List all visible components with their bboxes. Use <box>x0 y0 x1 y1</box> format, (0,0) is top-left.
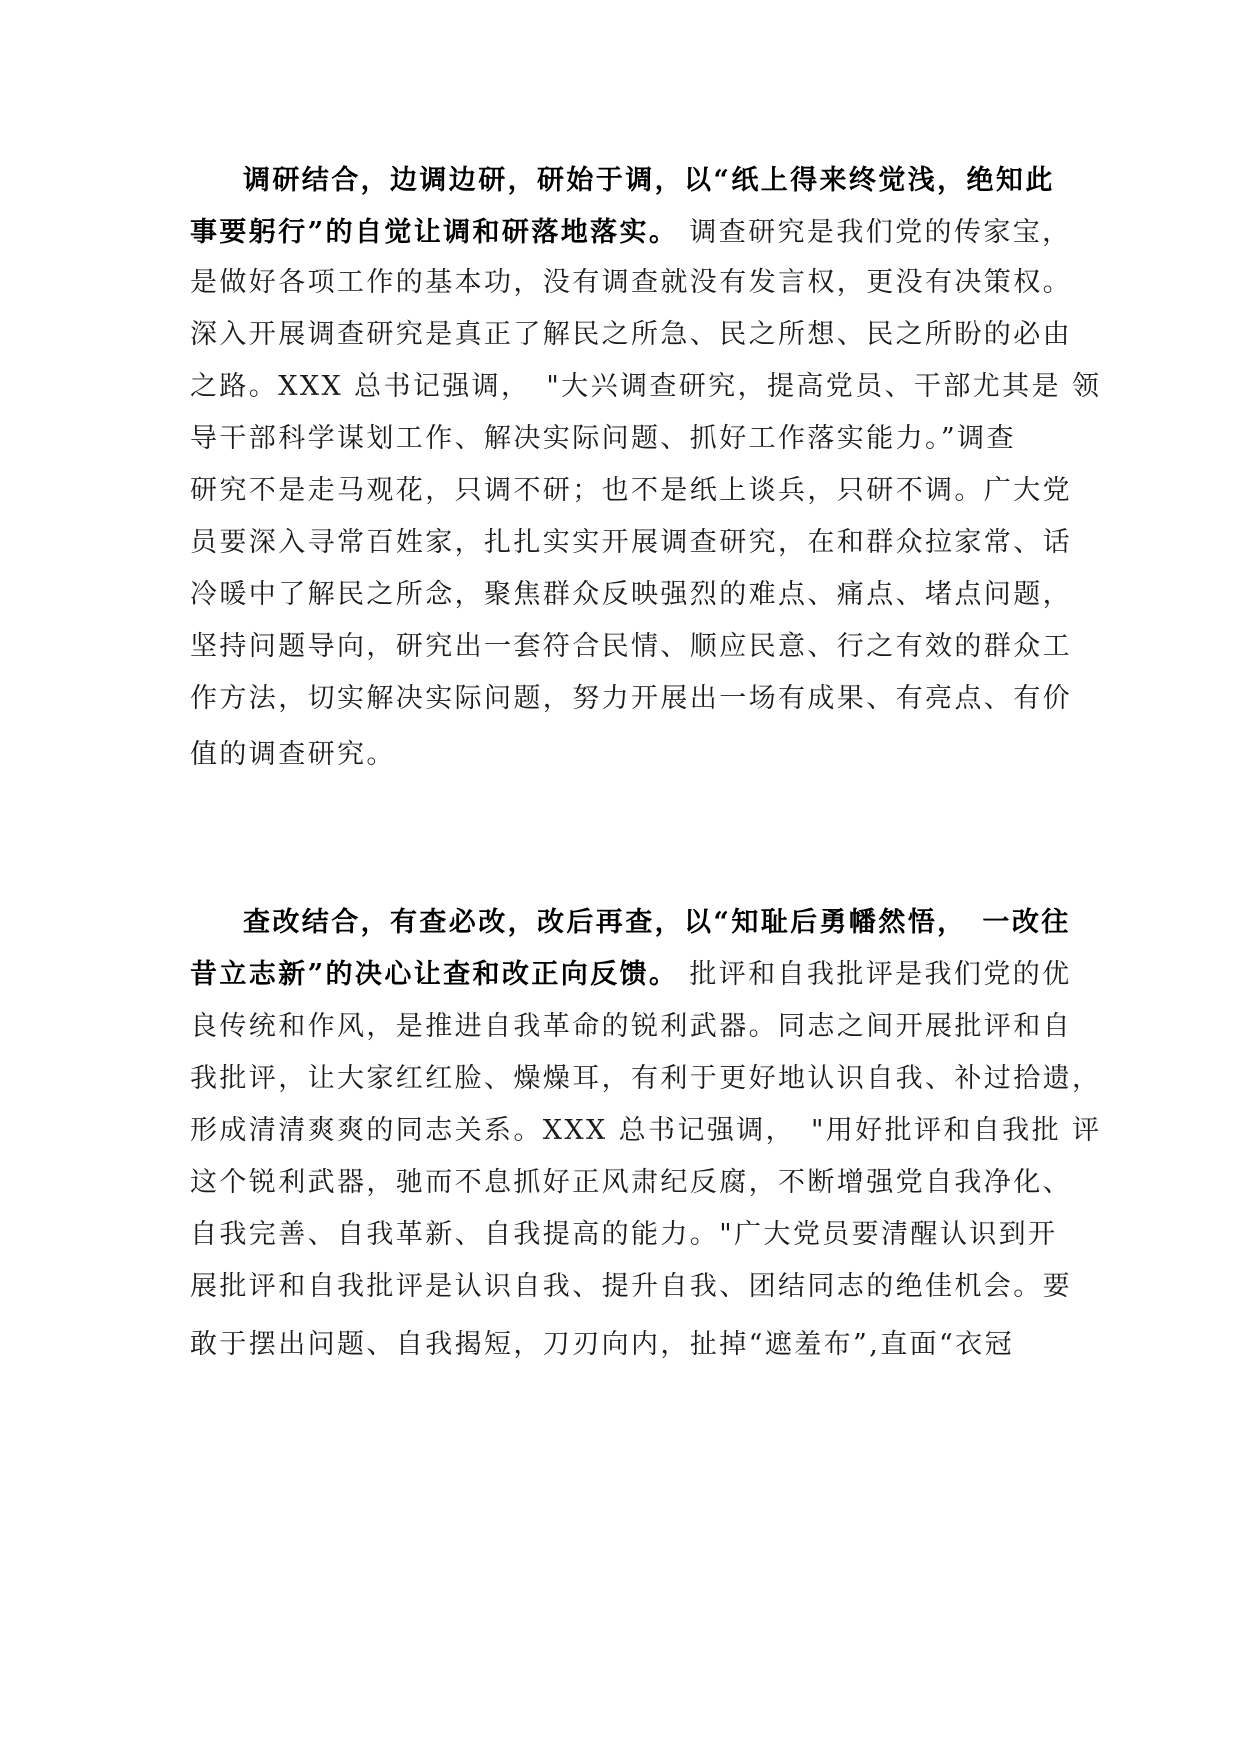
paragraph-2-line-5: 形成清清爽爽的同志关系。XXX 总书记强调， "用好批评和自我批 评 <box>190 1115 1102 1146</box>
paragraph-1-heading-line-2: 事要躬行”的自觉让调和研落地落实。 <box>190 217 679 248</box>
paragraph-1-heading-line-1: 调研结合，边调边研，研始于调，以“纸上得来终觉浅，绝知此 <box>243 165 1055 196</box>
paragraph-2-line-8: 展批评和自我批评是认识自我、提升自我、团结同志的绝佳机会。要 <box>190 1271 1072 1302</box>
paragraph-2-heading-line-1: 查改结合，有查必改，改后再查，以“知耻后勇幡然悟， 一改往 <box>243 907 1071 938</box>
paragraph-1-line-2 <box>190 216 1072 250</box>
paragraph-2-line-2 <box>190 958 1072 992</box>
paragraph-1-line-3: 是做好各项工作的基本功，没有调查就没有发言权，更没有决策权。 <box>190 267 1072 298</box>
paragraph-1-line-4: 深入开展调查研究是真正了解民之所急、民之所想、民之所盼的必由 <box>190 319 1072 350</box>
paragraph-1-line-7: 研究不是走马观花，只调不研；也不是纸上谈兵，只研不调。广大党 <box>190 475 1072 506</box>
paragraph-1-line-10: 坚持问题导向，研究出一套符合民情、顺应民意、行之有效的群众工 <box>190 631 1072 662</box>
paragraph-1-line-9: 冷暖中了解民之所念，聚焦群众反映强烈的难点、痛点、堵点问题， <box>190 579 1072 610</box>
paragraph-2-line-7: 自我完善、自我革新、自我提高的能力。"广大党员要清醒认识到开 <box>190 1219 1058 1250</box>
paragraph-1-line-8: 员要深入寻常百姓家，扎扎实实开展调查研究，在和群众拉家常、话 <box>190 527 1072 558</box>
paragraph-2-line-3: 良传统和作风，是推进自我革命的锐利武器。同志之间开展批评和自 <box>190 1011 1072 1042</box>
paragraph-2-heading-line-2: 昔立志新”的决心让查和改正向反馈。 <box>190 959 679 990</box>
paragraph-2-body-start: 批评和自我批评是我们党的优 <box>678 959 1072 990</box>
paragraph-1-line-5: 之路。XXX 总书记强调， "大兴调查研究，提高党员、干部尤其是 领 <box>190 371 1102 402</box>
paragraph-2-line-6: 这个锐利武器，驰而不息抓好正风肃纪反腐，不断增强党自我净化、 <box>190 1167 1072 1198</box>
paragraph-2-line-4: 我批评，让大家红红脸、燥燥耳，有利于更好地认识自我、补过拾遗， <box>190 1063 1102 1094</box>
paragraph-1-line-11: 作方法，切实解决实际问题，努力开展出一场有成果、有亮点、有价 <box>190 683 1072 714</box>
paragraph-1-line-6: 导干部科学谋划工作、解决实际问题、抓好工作落实能力。”调查 <box>190 423 1016 454</box>
paragraph-2-line-9: 敢于摆出问题、自我揭短，刀刃向内，扯掉“遮羞布”,直面“衣冠 <box>190 1329 1014 1360</box>
paragraph-1-body-start: 调查研究是我们党的传家宝， <box>678 217 1072 248</box>
paragraph-1-line-12: 值的调查研究。 <box>190 739 396 770</box>
